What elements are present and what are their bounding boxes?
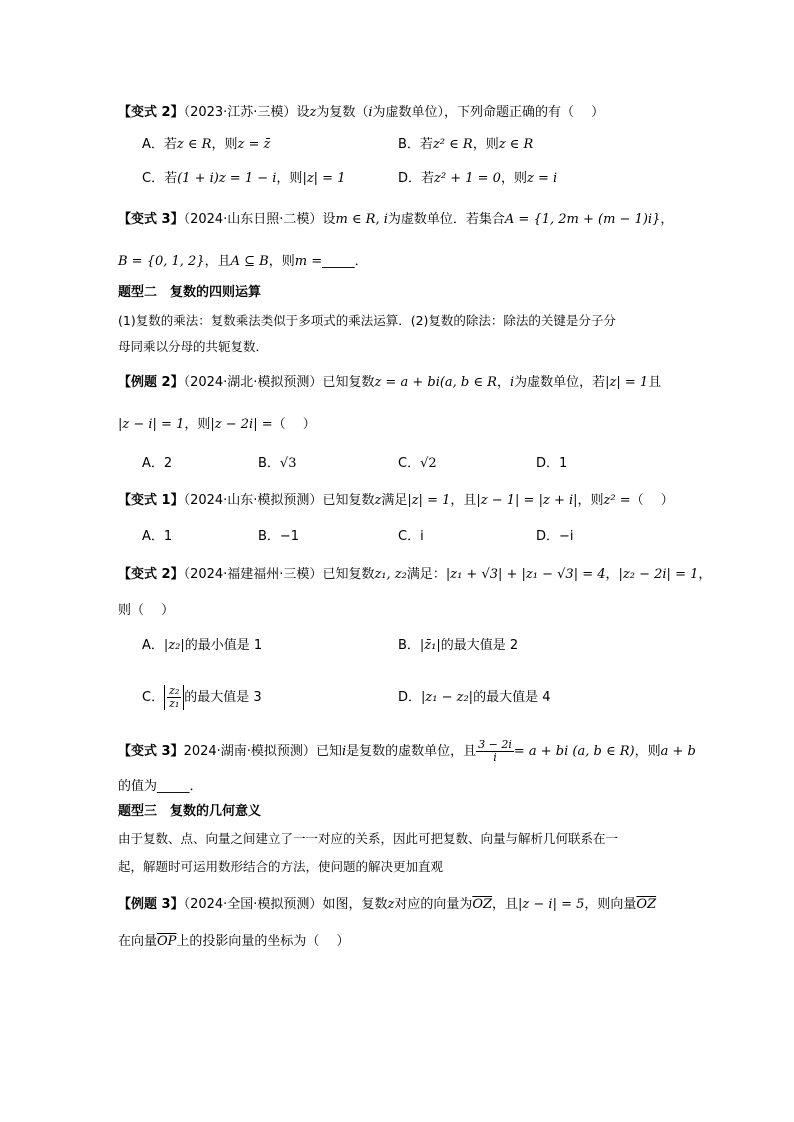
- ex3-stem-d: ，则向量: [584, 897, 637, 912]
- v3a-math2: A = {1, 2m + (m − 1)i}: [504, 212, 661, 227]
- v2b-stem-a: 已知复数: [322, 567, 375, 582]
- v2-d-math2: z = i: [526, 171, 558, 186]
- v3b-stem-b: 是复数的虚数单位，且: [346, 744, 477, 759]
- ex2-stem: [118, 374, 661, 392]
- section3-title: 题型三 复数的几何意义: [118, 804, 262, 819]
- ex2-option-c: [398, 455, 437, 473]
- v2b-c-den: z₁: [169, 697, 180, 710]
- ex3-stem-a: 如图，复数: [322, 897, 388, 912]
- v2b-option-b: [398, 637, 518, 655]
- v2-stem: [118, 104, 604, 122]
- ex2-math3: |z − i| = 1: [118, 417, 185, 432]
- v3a-stem-d: ，且: [204, 254, 231, 269]
- ex3-stem-e: 在向量: [118, 934, 158, 949]
- v2-a-math2: z = z̄: [237, 137, 271, 152]
- v2b-d-label: D．: [398, 690, 422, 705]
- v2-a-label: A．: [142, 137, 164, 152]
- v3b-stem-a: 已知: [315, 744, 342, 759]
- v2-c-math1: (1 + i)z = 1 − i: [177, 171, 277, 186]
- ex3-z: z: [387, 897, 395, 912]
- v3b-math1: = a + bi (a, b ∈ R): [513, 744, 635, 759]
- v3a-tag: 【变式 3】: [118, 212, 184, 227]
- v2-option-c: [142, 170, 345, 188]
- v3b-stem: [118, 738, 696, 766]
- ex2-source: （2024·湖北·模拟预测）: [183, 375, 323, 390]
- v2b-stem-b: 满足：: [406, 567, 446, 582]
- ex2-stem-e: ，则: [184, 417, 211, 432]
- v1-option-a: A．1: [142, 529, 173, 544]
- v3b-stem-line2: [118, 778, 203, 796]
- v3b-stem-c: ，则: [634, 744, 661, 759]
- section2-title: 题型二 复数的四则运算: [118, 285, 262, 300]
- v2-z: z: [309, 105, 317, 120]
- v2-b-text2: ，则: [472, 137, 499, 152]
- v2-b-label: B．: [398, 137, 420, 152]
- v2b-c-frac: [167, 685, 181, 710]
- v3b-stem-d: 的值为: [118, 779, 158, 794]
- v2-option-b: [398, 136, 533, 154]
- v3b-frac-num: 3 − 2i: [478, 738, 512, 751]
- ex2-stem-c: 为虚数单位，若: [514, 375, 606, 390]
- section2-desc1: (1)复数的乘法：复数乘法类似于多项式的乘法运算．(2)复数的除法：除法的关键是分子分: [118, 313, 616, 328]
- v2b-c-num: z₂: [169, 684, 180, 697]
- v3b-math2: a + b: [660, 744, 696, 759]
- v2b-b-label: B．: [398, 638, 420, 653]
- ex2-stem-a: 已知复数: [322, 375, 375, 390]
- v3a-stem: [118, 211, 673, 229]
- v2b-b-math: |z̄₁|: [419, 638, 441, 653]
- ex3-source: （2024·全国·模拟预测）: [183, 897, 323, 912]
- v2-option-a: [142, 136, 270, 154]
- v3b-frac: [476, 739, 514, 764]
- v3b-end: ．: [189, 779, 203, 794]
- v2b-option-c: [142, 680, 262, 716]
- v3a-end: ．: [354, 254, 368, 269]
- ex2-tag: 【例题 2】: [118, 375, 184, 390]
- ex2-c-label: C．: [398, 456, 421, 471]
- ex3-stem-line2: [118, 933, 350, 951]
- v1-stem-c: ，且: [450, 493, 477, 508]
- v1-math2: |z − 1| = |z + i|: [476, 493, 578, 508]
- v1-z: z: [374, 493, 382, 508]
- v1-stem-d: ，则: [577, 493, 604, 508]
- v2b-math1: z₁, z₂: [374, 567, 407, 582]
- v3b-i: i: [341, 744, 347, 759]
- ex3-vec3: $\overline{OP}$: [157, 934, 177, 949]
- v2-c-label: C．: [142, 171, 165, 186]
- v3b-source: 2024·湖南·模拟预测）: [183, 744, 316, 759]
- v2-a-text2: ，则: [211, 137, 238, 152]
- v2b-source: （2024·福建福州·三模）: [183, 567, 323, 582]
- v2-a-math1: z ∈ R: [176, 137, 212, 152]
- v2-stem-b: 为复数（: [316, 105, 369, 120]
- v2b-a-label: A．: [142, 638, 164, 653]
- v2b-a-text: 的最小值是 1: [184, 638, 263, 653]
- v3b-blank: _____: [157, 779, 190, 794]
- v2-option-d: [398, 170, 557, 188]
- ex3-stem-f: 上的投影向量的坐标为（ ）: [176, 934, 350, 949]
- ex2-math1: z = a + bi(a, b ∈ R: [374, 375, 497, 390]
- v2b-d-text: 的最大值是 4: [473, 690, 551, 705]
- v1-math1: |z| = 1: [407, 493, 451, 508]
- v3a-stem-c: ，: [660, 212, 674, 227]
- v2b-c-text: 的最大值是 3: [184, 690, 262, 705]
- v2-d-text2: ，则: [500, 171, 527, 186]
- v2b-option-d: [398, 689, 550, 707]
- ex2-i: i: [509, 375, 515, 390]
- v2-i: i: [368, 105, 373, 120]
- ex2-b-val: √3: [279, 456, 297, 471]
- ex2-stem-f: （ ）: [272, 417, 316, 432]
- v3a-math3: B = {0, 1, 2}: [118, 254, 205, 269]
- v2b-stem: [118, 566, 711, 584]
- v3a-stem-a: 设: [322, 212, 336, 227]
- ex2-stem-d: 且: [648, 375, 662, 390]
- v2b-math2: |z₁ + √3| + |z₁ − √3| = 4: [445, 567, 606, 582]
- v2-c-text1: 若: [164, 171, 178, 186]
- v1-stem-e: （ ）: [630, 493, 674, 508]
- v3a-stem-b: 为虚数单位．若集合: [387, 212, 505, 227]
- section3-desc1: 由于复数、点、向量之间建立了一一对应的关系，因此可把复数、向量与解析几何联系在一: [118, 831, 619, 846]
- v3a-source: （2024·山东日照·二模）: [183, 212, 323, 227]
- v2-c-text2: ，则: [276, 171, 303, 186]
- v1-stem-a: 已知复数: [322, 493, 375, 508]
- v2-a-text1: 若: [163, 137, 177, 152]
- v1-option-c: C．i: [398, 529, 424, 544]
- v2b-c-abs: [164, 685, 184, 710]
- section2-desc2: 母同乘以分母的共轭复数．: [118, 339, 269, 354]
- ex3-stem: [118, 896, 656, 914]
- ex2-b-label: B．: [258, 456, 280, 471]
- v2b-option-a: [142, 637, 262, 655]
- ex3-vec2: $\overline{OZ}$: [636, 897, 657, 912]
- v1-source: （2024·山东·模拟预测）: [183, 493, 323, 508]
- v2-c-math2: |z| = 1: [302, 171, 346, 186]
- v1-stem: [118, 492, 674, 510]
- v1-math3: z² =: [603, 493, 631, 508]
- v2-source: （2023·江苏·三模）: [183, 105, 297, 120]
- v2-b-text1: 若: [419, 137, 433, 152]
- v3a-math5: m =: [294, 254, 323, 269]
- v3a-math4: A ⊆ B: [230, 254, 269, 269]
- ex3-vec1: $\overline{OZ}$: [472, 897, 493, 912]
- ex2-math4: |z − 2i| =: [210, 417, 273, 432]
- v3a-stem-line2: [118, 253, 368, 271]
- v2-b-math2: z ∈ R: [498, 137, 534, 152]
- ex3-tag: 【例题 3】: [118, 897, 184, 912]
- v1-tag: 【变式 1】: [118, 493, 184, 508]
- ex3-math1: |z − i| = 5: [518, 897, 585, 912]
- v1-option-d: D．−i: [536, 529, 574, 544]
- section3-desc2: 起，解题时可运用数形结合的方法，使问题的解决更加直观: [118, 859, 444, 874]
- v1-option-b: B．−1: [258, 529, 300, 544]
- ex2-option-d: D．1: [536, 456, 568, 471]
- ex3-stem-b: 对应的向量为: [394, 897, 473, 912]
- v2-tag: 【变式 2】: [118, 105, 184, 120]
- v2b-tag: 【变式 2】: [118, 567, 184, 582]
- ex2-stem-b: ，: [496, 375, 510, 390]
- v2b-a-math: |z₂|: [163, 638, 185, 653]
- v3a-blank: _____: [322, 254, 355, 269]
- ex2-option-b: [258, 455, 296, 473]
- ex2-c-val: √2: [420, 456, 437, 471]
- v2b-math3: |z₂ − 2i| = 1: [618, 567, 699, 582]
- v1-stem-b: 满足: [381, 493, 408, 508]
- v3b-frac-den: i: [493, 751, 497, 764]
- v2b-stem-c: ，: [605, 567, 619, 582]
- ex3-stem-c: ，且: [492, 897, 519, 912]
- ex2-math2: |z| = 1: [605, 375, 649, 390]
- v2-d-text1: 若: [421, 171, 435, 186]
- v2-d-math1: z² + 1 = 0: [434, 171, 501, 186]
- v2-d-label: D．: [398, 171, 422, 186]
- v2b-c-label: C．: [142, 690, 165, 705]
- v3b-tag: 【变式 3】: [118, 744, 184, 759]
- v2b-d-math: |z₁ − z₂|: [421, 690, 474, 705]
- v2-b-math1: z² ∈ R: [432, 137, 473, 152]
- v2b-stem-d: ，: [698, 567, 712, 582]
- v2-stem-a: 设: [296, 105, 310, 120]
- v2b-b-text: 的最大值是 2: [440, 638, 519, 653]
- ex2-option-a: A．2: [142, 456, 173, 471]
- v2-stem-c: 为虚数单位），下列命题正确的有（ ）: [372, 105, 605, 120]
- ex2-stem-line2: [118, 416, 316, 434]
- v2b-stem-line2: 则（ ）: [118, 603, 175, 618]
- v3a-stem-e: ，则: [268, 254, 295, 269]
- v3a-math1: m ∈ R, i: [335, 212, 388, 227]
